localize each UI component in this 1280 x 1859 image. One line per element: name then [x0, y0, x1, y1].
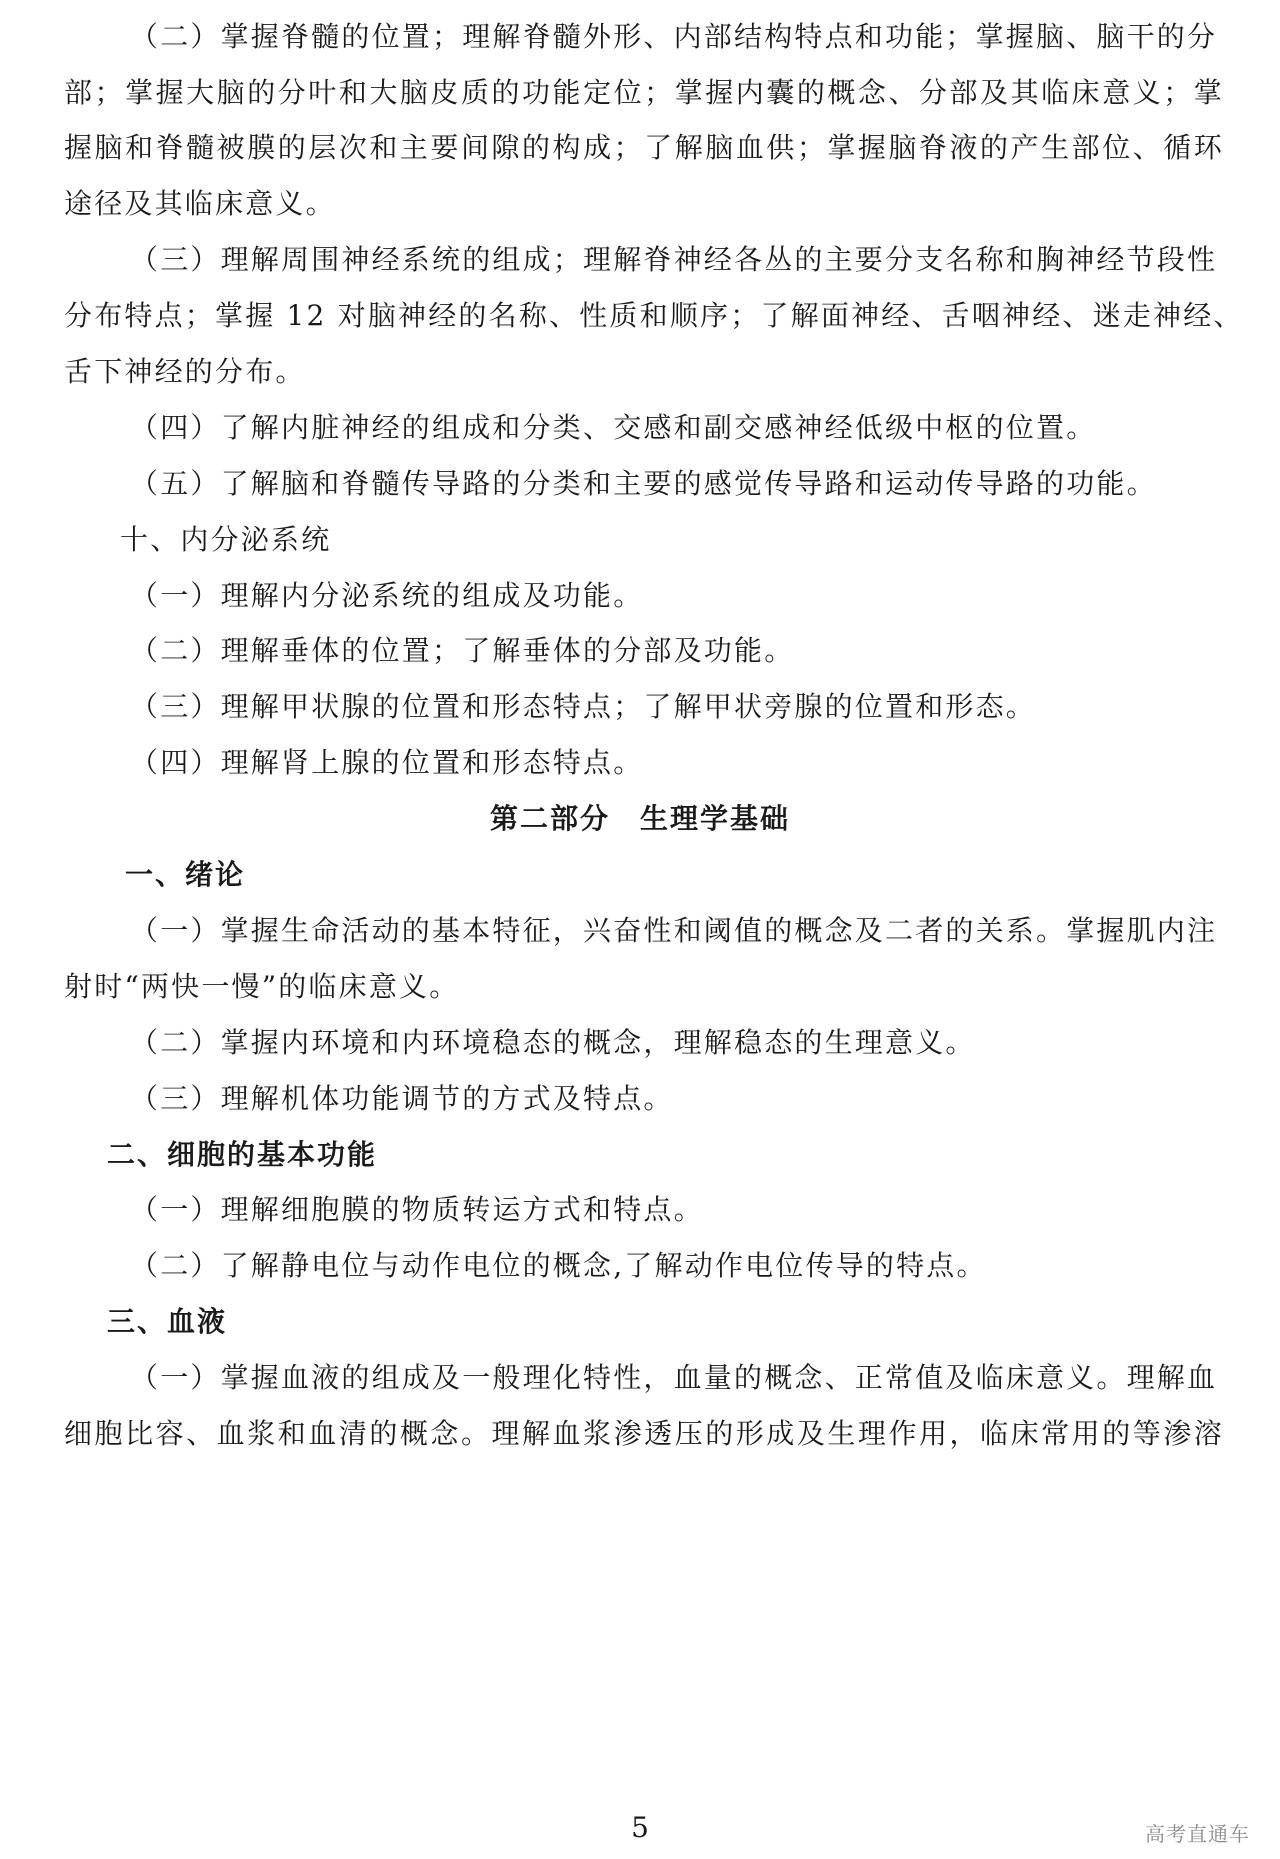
- paragraph-line: （一）理解内分泌系统的组成及功能。: [130, 579, 644, 612]
- paragraph-line: 部；掌握大脑的分叶和大脑皮质的功能定位；掌握内囊的概念、分部及其临床意义；掌: [64, 76, 1224, 109]
- paragraph-line: （三）理解甲状腺的位置和形态特点；了解甲状旁腺的位置和形态。: [130, 690, 1037, 723]
- paragraph-line: （一）理解细胞膜的物质转运方式和特点。: [130, 1193, 704, 1226]
- paragraph-line: （五）了解脑和脊髓传导路的分类和主要的感觉传导路和运动传导路的功能。: [130, 467, 1157, 500]
- part-heading: 第二部分 生理学基础: [489, 802, 790, 835]
- paragraph-line: 细胞比容、血浆和血清的概念。理解血浆渗透压的形成及生理作用，临床常用的等渗溶: [64, 1417, 1224, 1450]
- paragraph-line: 握脑和脊髓被膜的层次和主要间隙的构成；了解脑血供；掌握脑脊液的产生部位、循环: [64, 131, 1224, 164]
- page-number: 5: [631, 1811, 649, 1844]
- section-heading: 二、细胞的基本功能: [107, 1138, 378, 1171]
- paragraph-line: （二）理解垂体的位置；了解垂体的分部及功能。: [130, 634, 795, 667]
- paragraph-line: （二）掌握脊髓的位置；理解脊髓外形、内部结构特点和功能；掌握脑、脑干的分: [130, 20, 1218, 53]
- paragraph-line: （三）理解周围神经系统的组成；理解脊神经各丛的主要分支名称和胸神经节段性: [130, 243, 1218, 276]
- paragraph-line: （一）掌握生命活动的基本特征，兴奋性和阈值的概念及二者的关系。掌握肌内注: [130, 914, 1218, 947]
- paragraph-line: （一）掌握血液的组成及一般理化特性，血量的概念、正常值及临床意义。理解血: [130, 1361, 1218, 1394]
- section-title: 十、内分泌系统: [120, 523, 332, 556]
- paragraph-line: 途径及其临床意义。: [64, 187, 336, 220]
- section-heading: 一、绪论: [125, 858, 246, 891]
- paragraph-line: （四）了解内脏神经的组成和分类、交感和副交感神经低级中枢的位置。: [130, 411, 1097, 444]
- paragraph-line: （二）了解静电位与动作电位的概念,了解动作电位传导的特点。: [130, 1249, 987, 1282]
- paragraph-line: （二）掌握内环境和内环境稳态的概念，理解稳态的生理意义。: [130, 1026, 976, 1059]
- paragraph-line: 分布特点；掌握 12 对脑神经的名称、性质和顺序；了解面神经、舌咽神经、迷走神经、: [64, 299, 1244, 332]
- section-heading: 三、血液: [107, 1305, 228, 1338]
- paragraph-line: 射时“两快一慢”的临床意义。: [64, 970, 460, 1003]
- paragraph-line: （四）理解肾上腺的位置和形态特点。: [130, 746, 644, 779]
- watermark-text: 高考直通车: [1145, 1822, 1250, 1846]
- paragraph-line: （三）理解机体功能调节的方式及特点。: [130, 1082, 674, 1115]
- paragraph-line: 舌下神经的分布。: [64, 355, 306, 388]
